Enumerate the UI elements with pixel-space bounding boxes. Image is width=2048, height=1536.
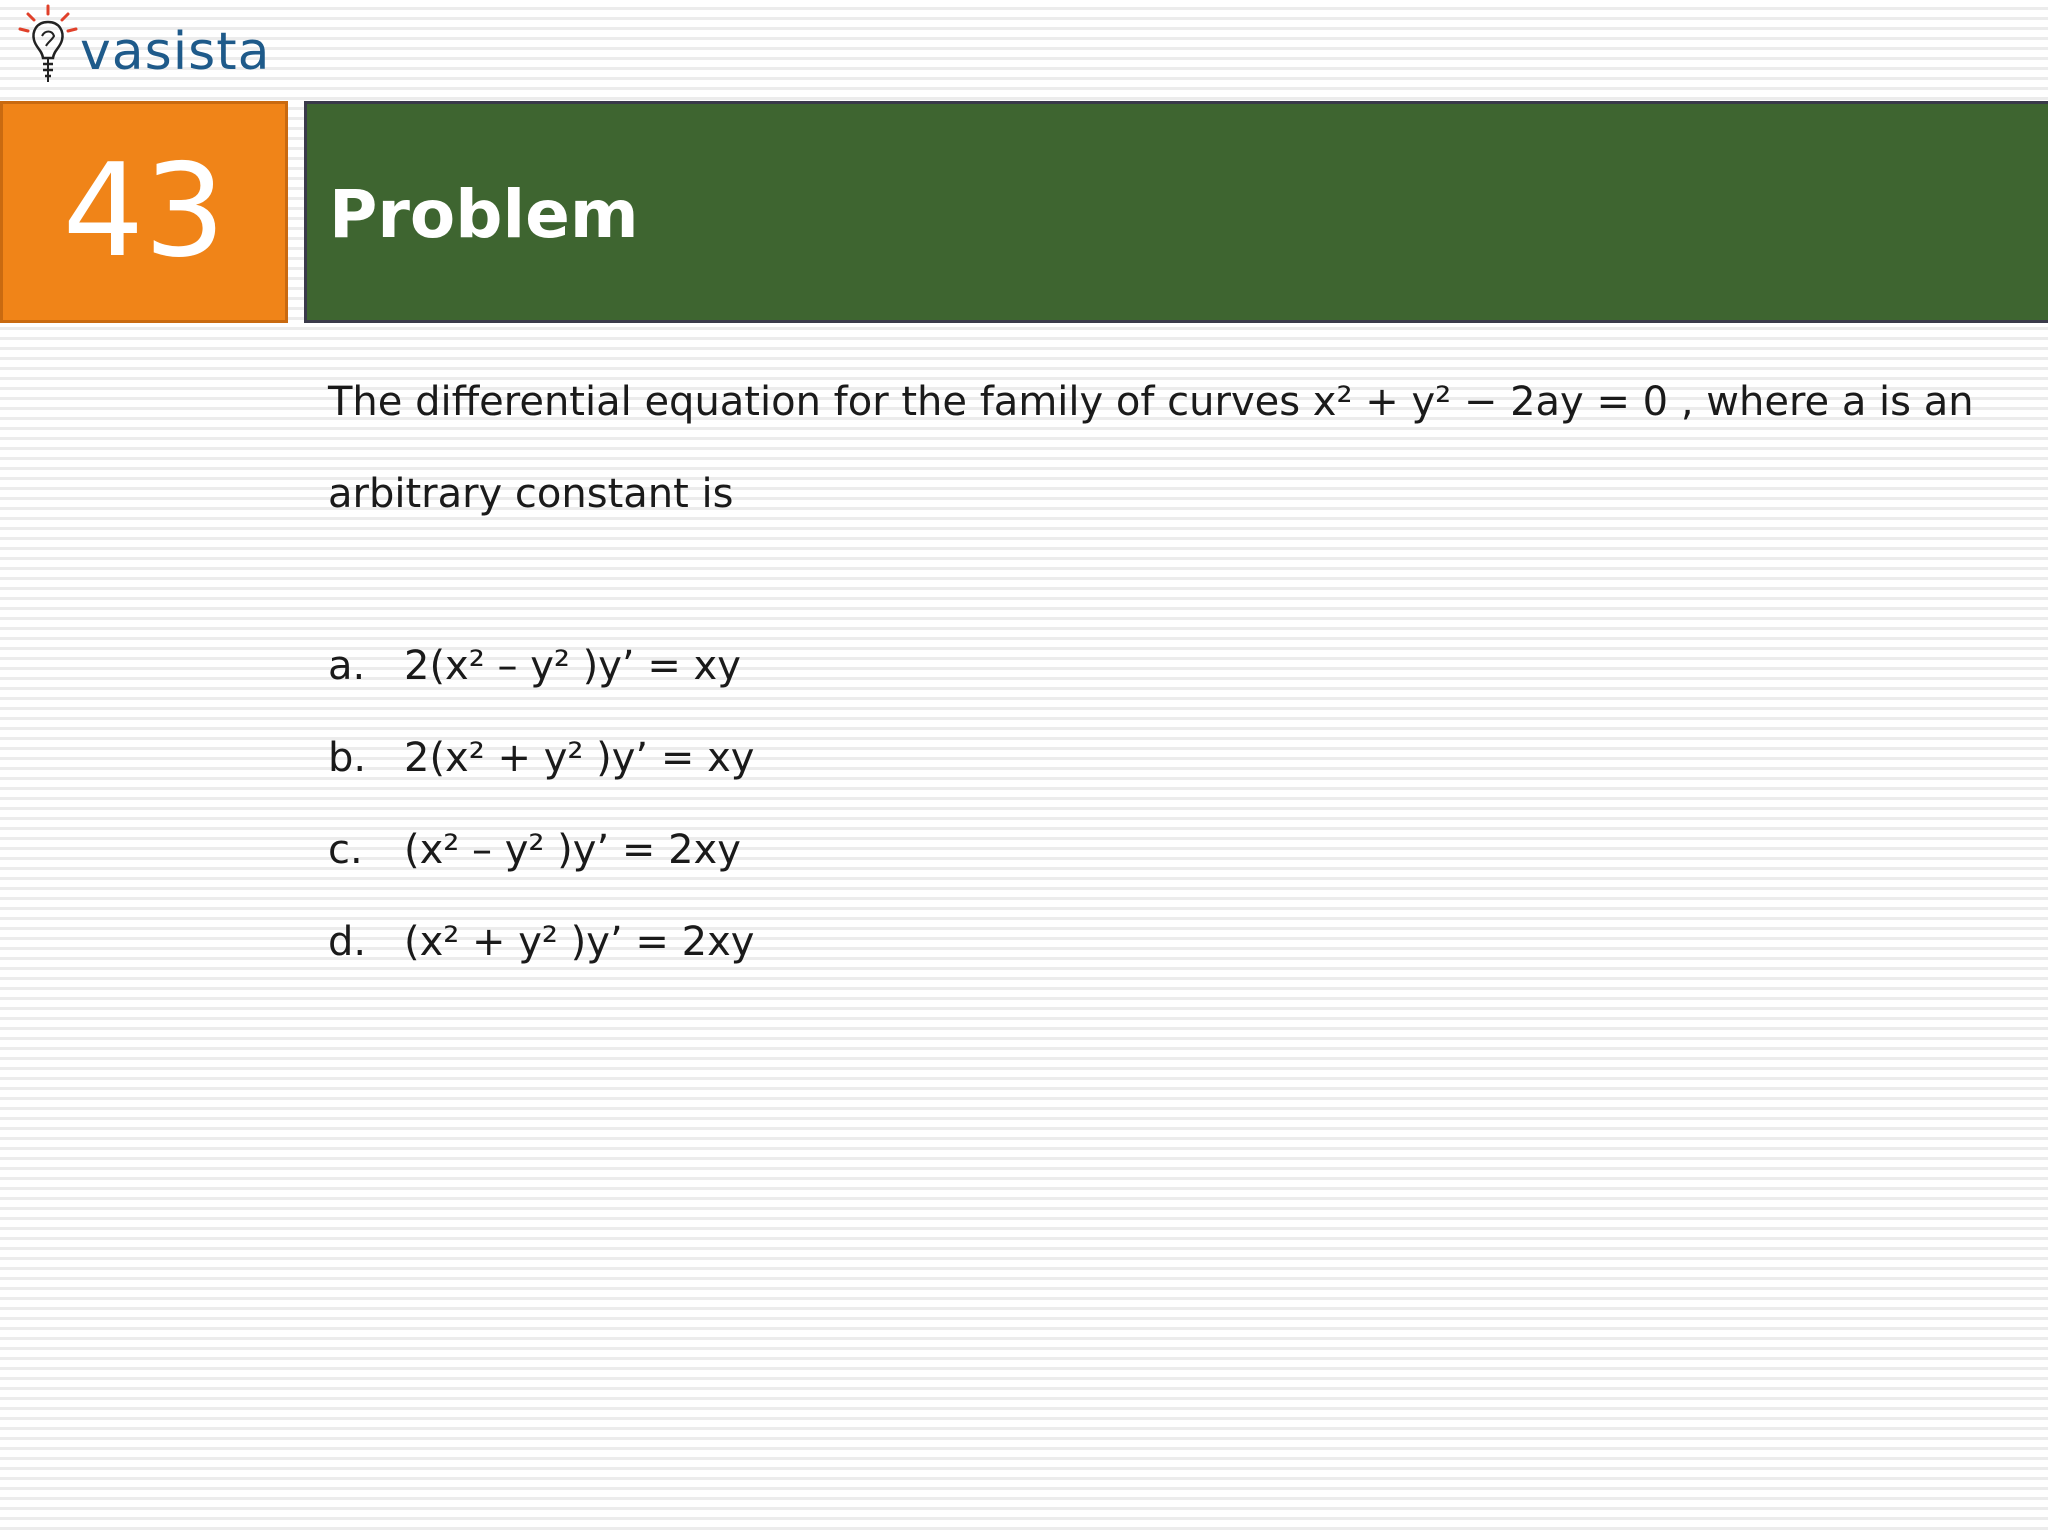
- title-bar: [304, 101, 2048, 323]
- problem-number: 43: [62, 137, 226, 286]
- question-text: The differential equation for the family of curves x² + y² − 2ay = 0 , where a is an arbitrary constant is: [328, 379, 1974, 517]
- problem-number-box: [0, 101, 288, 323]
- option-text: (x² – y² )y’ = 2xy: [404, 827, 741, 873]
- slide-title: Problem: [329, 176, 639, 253]
- option-text: 2(x² – y² )y’ = xy: [404, 643, 741, 689]
- logo-text: vasista: [80, 22, 271, 82]
- option-letter: b.: [328, 735, 367, 781]
- option-text: 2(x² + y² )y’ = xy: [404, 735, 755, 781]
- vasista-logo: [18, 4, 288, 96]
- option-a: [328, 620, 754, 712]
- option-letter: c.: [328, 827, 363, 873]
- lightbulb-icon: [18, 4, 88, 96]
- answer-options: [328, 620, 754, 988]
- option-b: [328, 712, 754, 804]
- option-d: [328, 896, 754, 988]
- option-letter: d.: [328, 919, 367, 965]
- option-c: [328, 804, 754, 896]
- option-text: (x² + y² )y’ = 2xy: [404, 919, 755, 965]
- option-letter: a.: [328, 643, 366, 689]
